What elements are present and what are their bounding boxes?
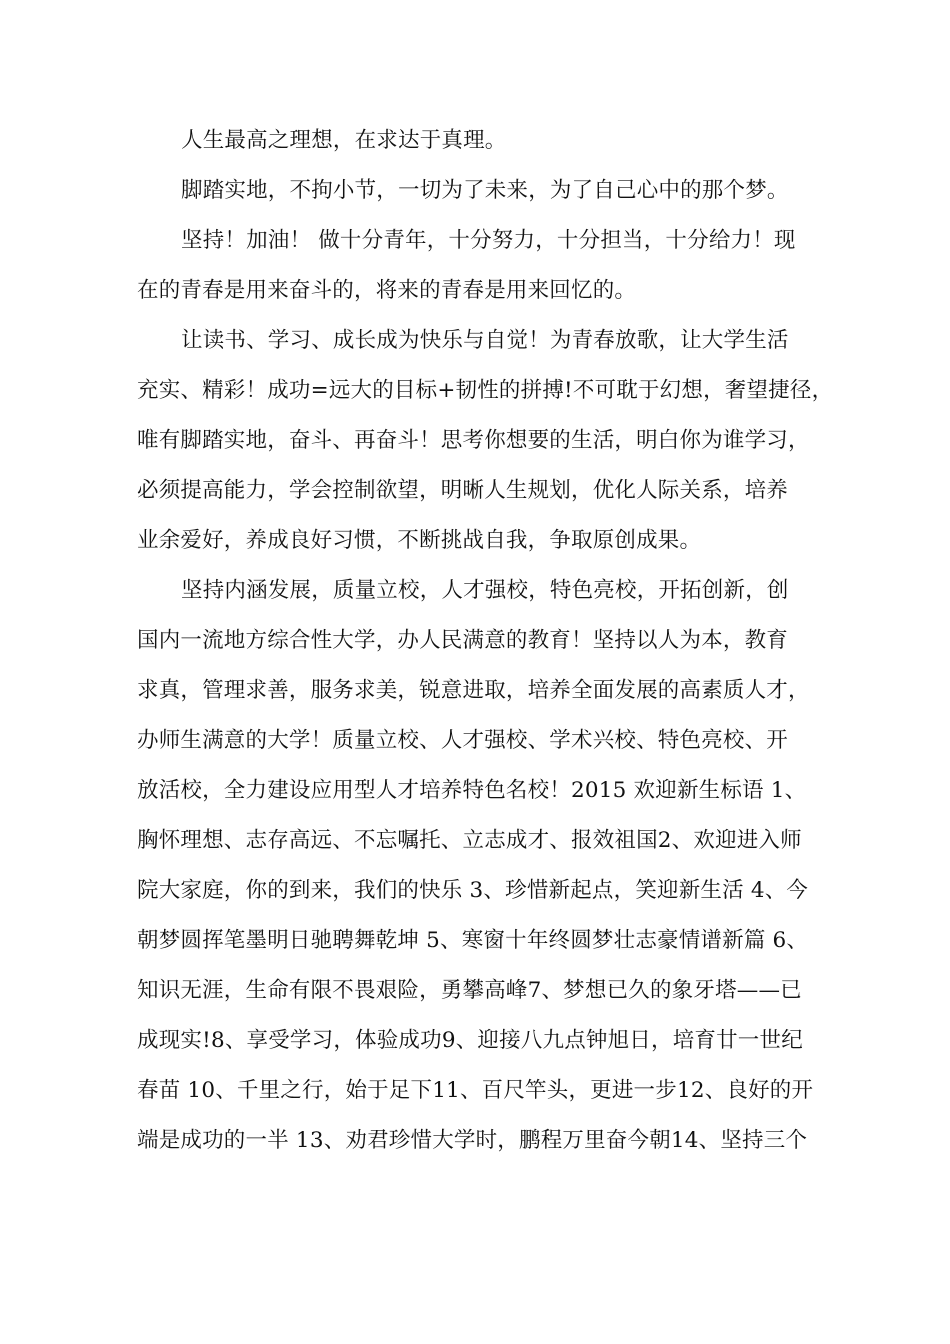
- text-line: 业余爱好，养成良好习惯，不断挑战自我，争取原创成果。: [137, 528, 702, 553]
- text-line: 求真，管理求善，服务求美，锐意进取，培养全面发展的高素质人才，: [137, 678, 810, 703]
- text-line: 办师生满意的大学！质量立校、人才强校、学术兴校、特色亮校、开: [137, 728, 789, 753]
- text-line: 放活校，全力建设应用型人才培养特色名校！2015 欢迎新生标语 1、: [137, 778, 807, 803]
- text-line: 国内一流地方综合性大学，办人民满意的教育！坚持以人为本，教育: [137, 628, 789, 653]
- text-line: 在的青春是用来奋斗的，将来的青春是用来回忆的。: [137, 278, 637, 303]
- text-line: 成现实!8、享受学习，体验成功9、迎接八九点钟旭日，培育廿一世纪: [137, 1028, 803, 1053]
- text-line: 唯有脚踏实地，奋斗、再奋斗！思考你想要的生活，明白你为谁学习，: [137, 428, 810, 453]
- text-line: 坚持内涵发展，质量立校，人才强校，特色亮校，开拓创新，创: [181, 578, 789, 603]
- text-line: 朝梦圆挥笔墨明日驰聘舞乾坤 5、寒窗十年终圆梦壮志豪情谱新篇 6、: [137, 928, 809, 953]
- text-line: 胸怀理想、志存高远、不忘嘱托、立志成才、报效祖国2、欢迎进入师: [137, 828, 802, 853]
- text-line: 端是成功的一半 13、劝君珍惜大学时，鹏程万里奋今朝14、坚持三个: [137, 1128, 808, 1153]
- text-line: 让读书、学习、成长成为快乐与自觉！为青春放歌，让大学生活: [181, 328, 789, 353]
- text-line: 坚持！加油！ 做十分青年，十分努力，十分担当，十分给力！现: [181, 228, 796, 253]
- text-line: 院大家庭，你的到来，我们的快乐 3、珍惜新起点，笑迎新生活 4、今: [137, 878, 809, 903]
- text-line: 脚踏实地，不拘小节，一切为了未来，为了自己心中的那个梦。: [181, 178, 789, 203]
- text-line: 必须提高能力，学会控制欲望，明晰人生规划，优化人际关系，培养: [137, 478, 789, 503]
- text-line: 知识无涯，生命有限不畏艰险，勇攀高峰7、梦想已久的象牙塔——已: [137, 978, 802, 1003]
- text-line: 人生最高之理想，在求达于真理。: [181, 128, 507, 153]
- text-line: 充实、精彩！成功=远大的目标+韧性的拼搏!不可耽于幻想，奢望捷径，: [137, 378, 834, 403]
- text-line: 春苗 10、千里之行，始于足下11、百尺竿头，更进一步12、良好的开: [137, 1078, 814, 1103]
